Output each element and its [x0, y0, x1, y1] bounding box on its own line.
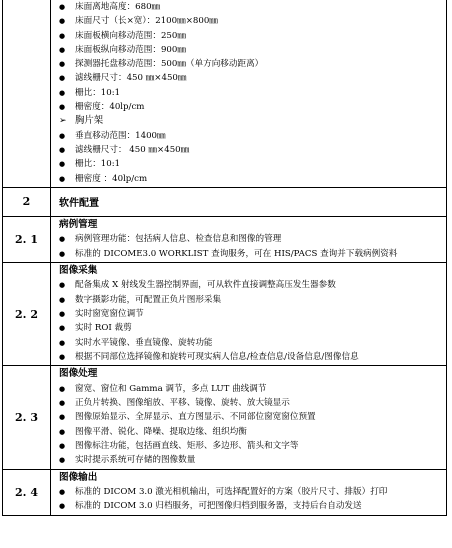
bullet-icon: ● — [59, 295, 66, 304]
section-2-1-number: 2. 1 — [3, 216, 51, 262]
section-2-3-row — [3, 366, 447, 469]
bullet-icon: ● — [59, 3, 66, 11]
list-item-text: 数字摄影功能，可配置正负片图形采集 — [75, 294, 222, 305]
section-2-1-items — [59, 232, 442, 261]
specs-row — [3, 0, 447, 187]
specs-number-cell — [3, 0, 51, 187]
spec-table — [2, 0, 447, 516]
list-item — [59, 278, 442, 292]
section-2-4-content — [51, 469, 447, 515]
list-item — [59, 232, 442, 246]
list-item-text: 标准的 DICOM 3.0 激光相机输出，可选择配置好的方案（胶片尺寸、排版）打印 — [75, 487, 388, 498]
section-2-2-row — [3, 262, 447, 365]
spec-line — [59, 0, 442, 14]
list-item — [59, 336, 442, 350]
spec-line-text: 探测器托盘移动范围：500㎜（单方向移动距离） — [75, 59, 264, 70]
section-2-3-content — [51, 366, 447, 469]
bullet-icon: ● — [59, 145, 66, 154]
bullet-icon: ● — [59, 338, 66, 347]
spec-line — [59, 157, 442, 171]
bullet-icon: ● — [59, 488, 66, 497]
bullet-icon: ● — [59, 502, 66, 511]
spec-line-text: 栅密度：40lp/cm — [75, 102, 145, 113]
bullet-icon: ● — [59, 310, 66, 319]
spec-line-text: 滤线栅尺寸： 450 ㎜×450㎜ — [75, 144, 190, 155]
list-item-text: 标准的 DICOM 3.0 归档服务，可把图像归档到服务器，支持后台自动发送 — [75, 501, 362, 512]
bullet-icon: ● — [59, 427, 66, 436]
spec-line-text: 栅比：10:1 — [75, 159, 121, 170]
spec-line — [59, 86, 442, 100]
bullet-icon: ● — [59, 103, 66, 112]
bullet-icon: ● — [59, 235, 66, 244]
spec-line-text: 床面离地高度：680㎜ — [75, 2, 161, 12]
bullet-icon: ● — [59, 60, 66, 69]
list-item-text: 病例管理功能：包括病人信息、检查信息和图像的管理 — [75, 234, 282, 245]
bullet-icon: ● — [59, 45, 66, 54]
list-item-text: 根据不同部位选择镜像和旋转可现实病人信息/检查信息/设备信息/图像信息 — [75, 351, 359, 362]
bullet-icon: ● — [59, 88, 66, 97]
spec-line — [59, 14, 442, 28]
list-item-text: 图像标注功能，包括画直线、矩形、多边形、箭头和文字等 — [75, 440, 299, 451]
section-2-3-heading: 图像处理 — [59, 368, 98, 380]
list-item-text: 图像原始显示、全屏显示、直方图显示、不同部位窗宽窗位预置 — [75, 412, 316, 423]
list-item — [59, 485, 442, 499]
spec-line-text: 栅密度 ：40lp/cm — [75, 173, 148, 184]
specs-content — [51, 0, 447, 187]
spec-line — [59, 143, 442, 157]
spec-line-text: 胸片架 — [75, 115, 104, 127]
bullet-icon: ● — [59, 399, 66, 408]
list-item-text: 实时窗宽窗位调节 — [75, 309, 144, 320]
section-2-4-items — [59, 485, 442, 514]
list-item-text: 配备集成 X 射线发生器控制界面，可从软件直接调整高压发生器参数 — [75, 280, 336, 291]
list-item — [59, 396, 442, 410]
section-2-1-row — [3, 216, 447, 262]
bullet-icon: ● — [59, 384, 66, 393]
bullet-icon: ● — [59, 131, 66, 140]
spec-line-text: 床面尺寸（长×宽）：2100㎜×800㎜ — [75, 16, 218, 27]
list-item — [59, 247, 442, 261]
spec-line — [59, 172, 442, 186]
section-2-1-content — [51, 216, 447, 262]
list-item-text: 图像平滑、锐化、降噪、提取边缘、组织均衡 — [75, 426, 247, 437]
list-item-text: 实时 ROI 裁剪 — [75, 323, 132, 334]
list-item — [59, 321, 442, 335]
spec-line-text: 栅比：10:1 — [75, 87, 121, 98]
spec-line-text: 床面板纵向移动范围：900㎜ — [75, 44, 186, 55]
list-item — [59, 425, 442, 439]
list-item — [59, 382, 442, 396]
section-2-2-number: 2. 2 — [3, 262, 51, 365]
bullet-icon: ● — [59, 441, 66, 450]
spec-line — [59, 57, 442, 71]
list-item — [59, 350, 442, 364]
bullet-icon: ● — [59, 160, 66, 169]
spec-line — [59, 29, 442, 43]
spec-line-text: 滤线栅尺寸：450 ㎜×450㎜ — [75, 73, 187, 84]
section-2-3-items — [59, 382, 442, 468]
section-2-4-number: 2. 4 — [3, 469, 51, 515]
bullet-icon: ● — [59, 413, 66, 422]
spec-line — [59, 129, 442, 143]
specs-list — [59, 0, 442, 186]
bullet-icon: ● — [59, 352, 66, 361]
list-item-text: 正负片转换、图像缩放、平移、镜像、旋转、放大镜显示 — [75, 398, 290, 409]
bullet-icon: ● — [59, 174, 66, 183]
list-item — [59, 293, 442, 307]
bullet-icon: ● — [59, 31, 66, 40]
section-2-number: 2 — [3, 187, 51, 216]
spec-line — [59, 100, 442, 114]
bullet-icon: ● — [59, 74, 66, 83]
list-item — [59, 499, 442, 513]
arrow-bullet-icon: ➢ — [59, 116, 67, 127]
list-item-text: 标准的 DICOME3.0 WORKLIST 查询服务，可在 HIS/PACS 查询并下载病例资料 — [75, 248, 398, 259]
section-2-4-heading: 图像输出 — [59, 471, 98, 483]
spec-line — [59, 43, 442, 57]
bullet-icon: ● — [59, 324, 66, 333]
section-2-2-content — [51, 262, 447, 365]
section-2-1-heading: 病例管理 — [59, 218, 98, 230]
spec-line — [59, 114, 442, 128]
section-2-2-items — [59, 278, 442, 364]
section-2-2-heading: 图像采集 — [59, 264, 98, 276]
list-item — [59, 453, 442, 467]
bullet-icon: ● — [59, 17, 66, 26]
bullet-icon: ● — [59, 281, 66, 290]
section-2-row — [3, 187, 447, 216]
list-item-text: 实时提示系统可存储的图像数量 — [75, 455, 196, 466]
list-item — [59, 439, 442, 453]
spec-line-text: 床面板横向移动范围：250㎜ — [75, 30, 186, 41]
section-2-title: 软件配置 — [51, 187, 447, 216]
list-item — [59, 410, 442, 424]
list-item — [59, 307, 442, 321]
section-2-4-row — [3, 469, 447, 515]
list-item-text: 窗宽、窗位和 Gamma 调节，多点 LUT 曲线调节 — [75, 383, 267, 394]
spec-line-text: 垂直移动范围：1400㎜ — [75, 130, 166, 141]
spec-line — [59, 71, 442, 85]
section-2-3-number: 2. 3 — [3, 366, 51, 469]
list-item-text: 实时水平镜像、垂直镜像、旋转功能 — [75, 337, 213, 348]
bullet-icon: ● — [59, 249, 66, 258]
bullet-icon: ● — [59, 456, 66, 465]
